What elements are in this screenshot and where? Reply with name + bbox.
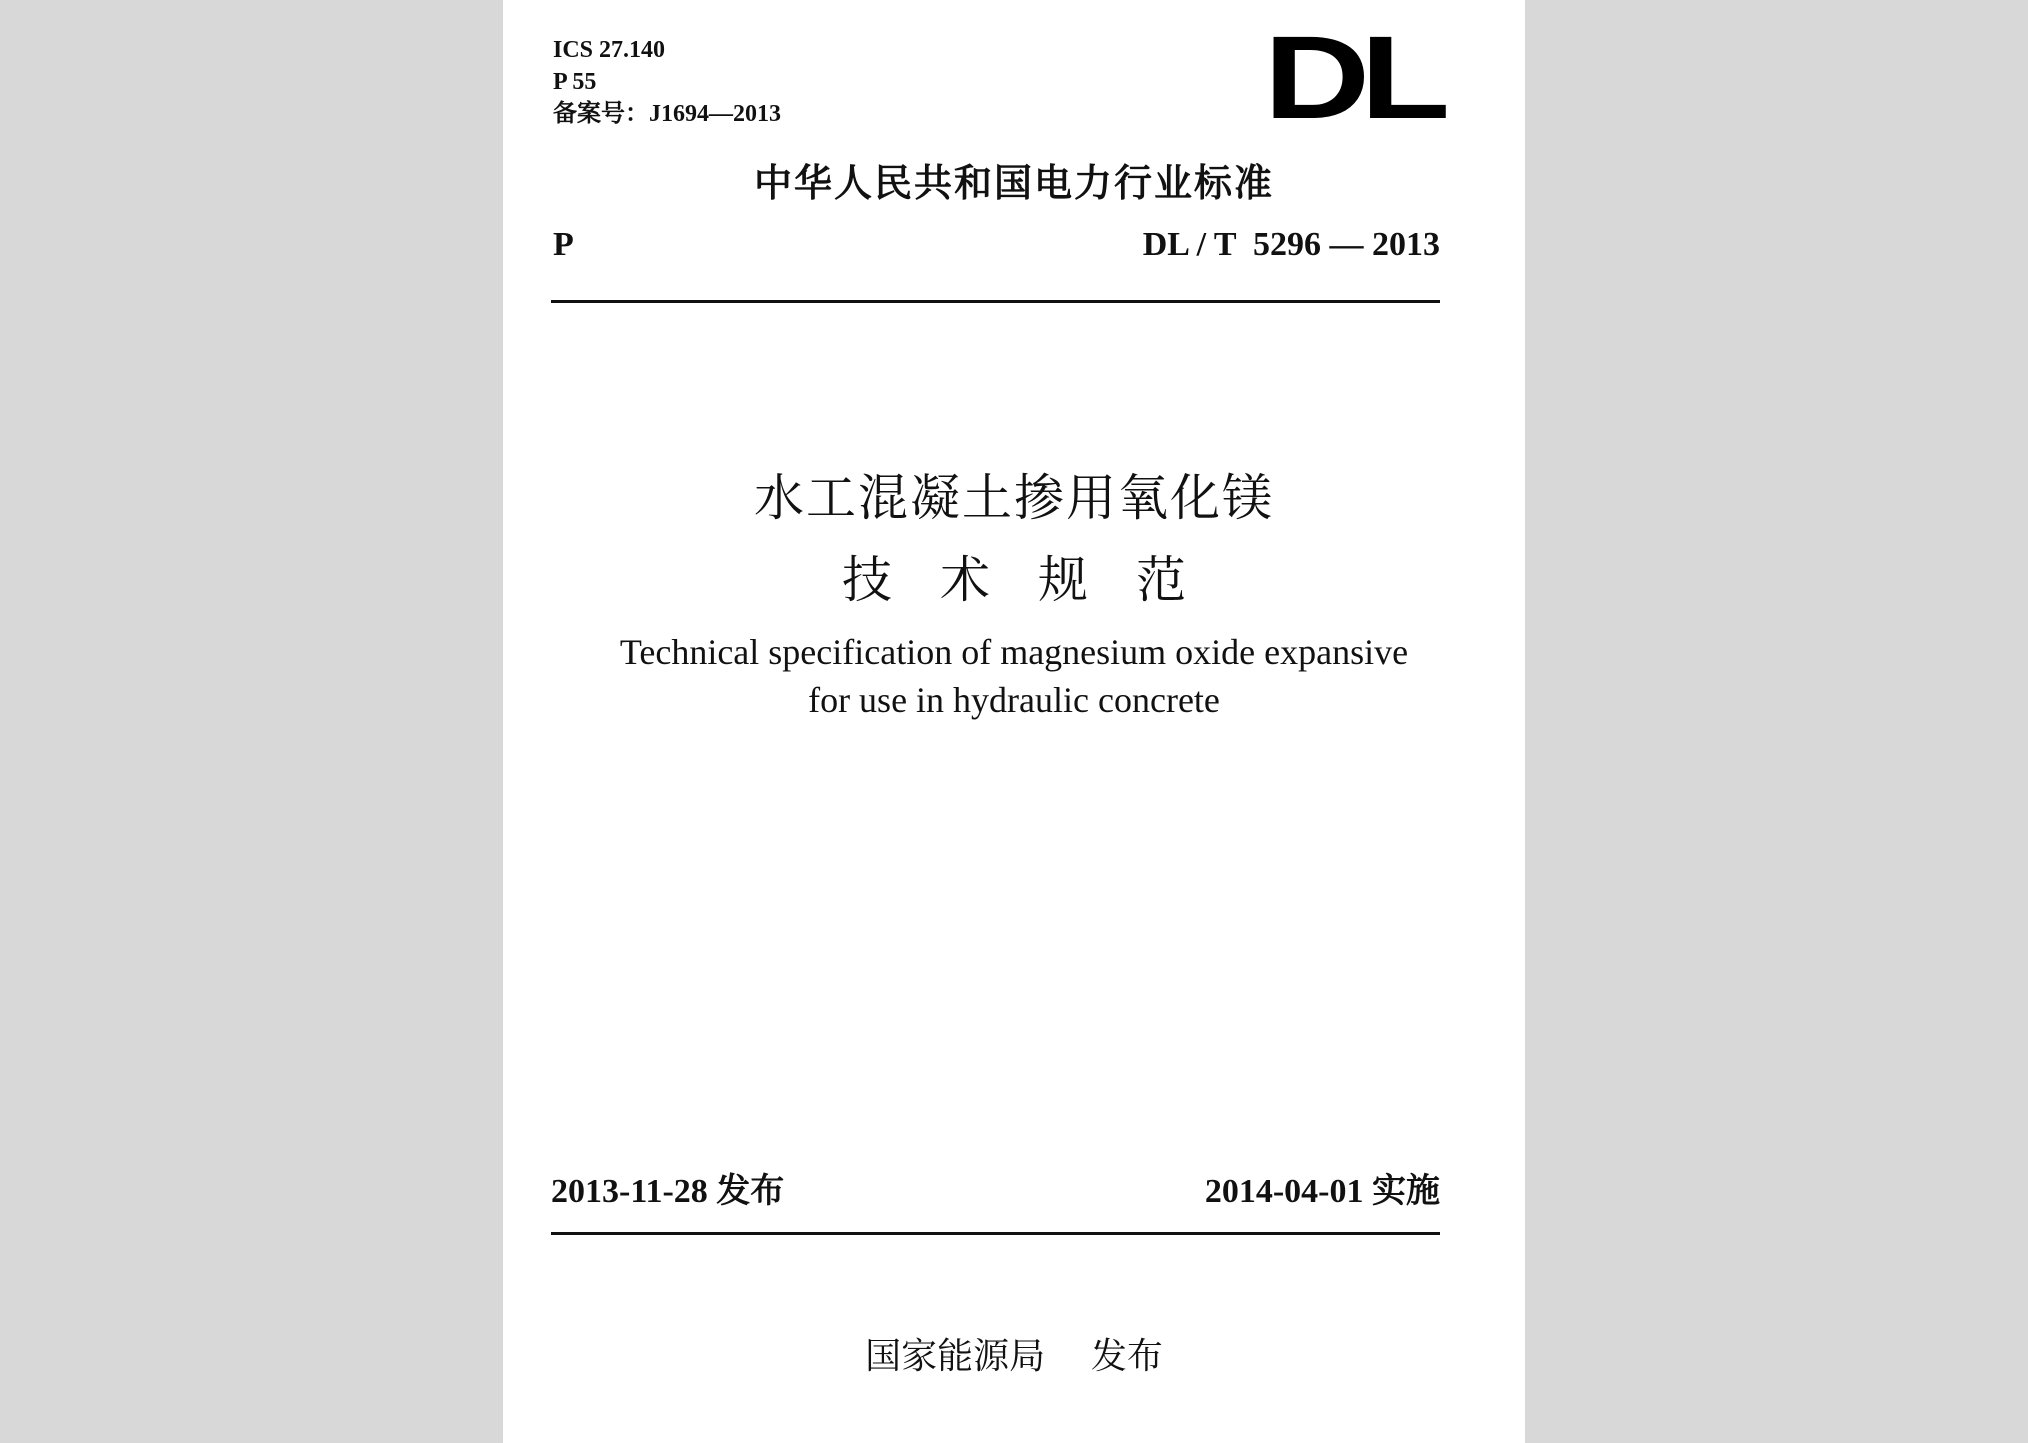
class-code: P xyxy=(553,226,574,263)
standard-id-row xyxy=(553,226,1440,272)
publisher: 国家能源局 发布 xyxy=(865,1336,1163,1377)
top-divider xyxy=(551,300,1440,303)
ccs-code: P 55 xyxy=(553,69,597,95)
title-chinese-line-2: 技术规范 xyxy=(842,551,1234,609)
document-cover-page xyxy=(503,0,1525,1443)
title-english-line-1: Technical specification of magnesium oxide expansive xyxy=(619,632,1409,672)
standard-number: DL / T 5296 — 2013 xyxy=(1142,226,1440,263)
title-english xyxy=(503,628,1525,724)
bottom-divider xyxy=(551,1232,1440,1235)
dl-logo: DL xyxy=(1263,12,1440,144)
record-number: 备案号：J1694—2013 xyxy=(553,101,781,127)
title-chinese-line-1: 水工混凝土掺用氧化镁 xyxy=(754,469,1274,527)
industry-standard-heading: 中华人民共和国电力行业标准 xyxy=(753,161,1274,205)
title-english-line-2: for use in hydraulic concrete xyxy=(808,680,1220,720)
dates-row xyxy=(551,1163,1440,1213)
issue-date: 2013-11-28 发布 xyxy=(551,1173,785,1210)
implementation-date: 2014-04-01 实施 xyxy=(1204,1173,1440,1210)
ics-code: ICS 27.140 xyxy=(553,37,666,63)
classification-block xyxy=(553,34,781,130)
